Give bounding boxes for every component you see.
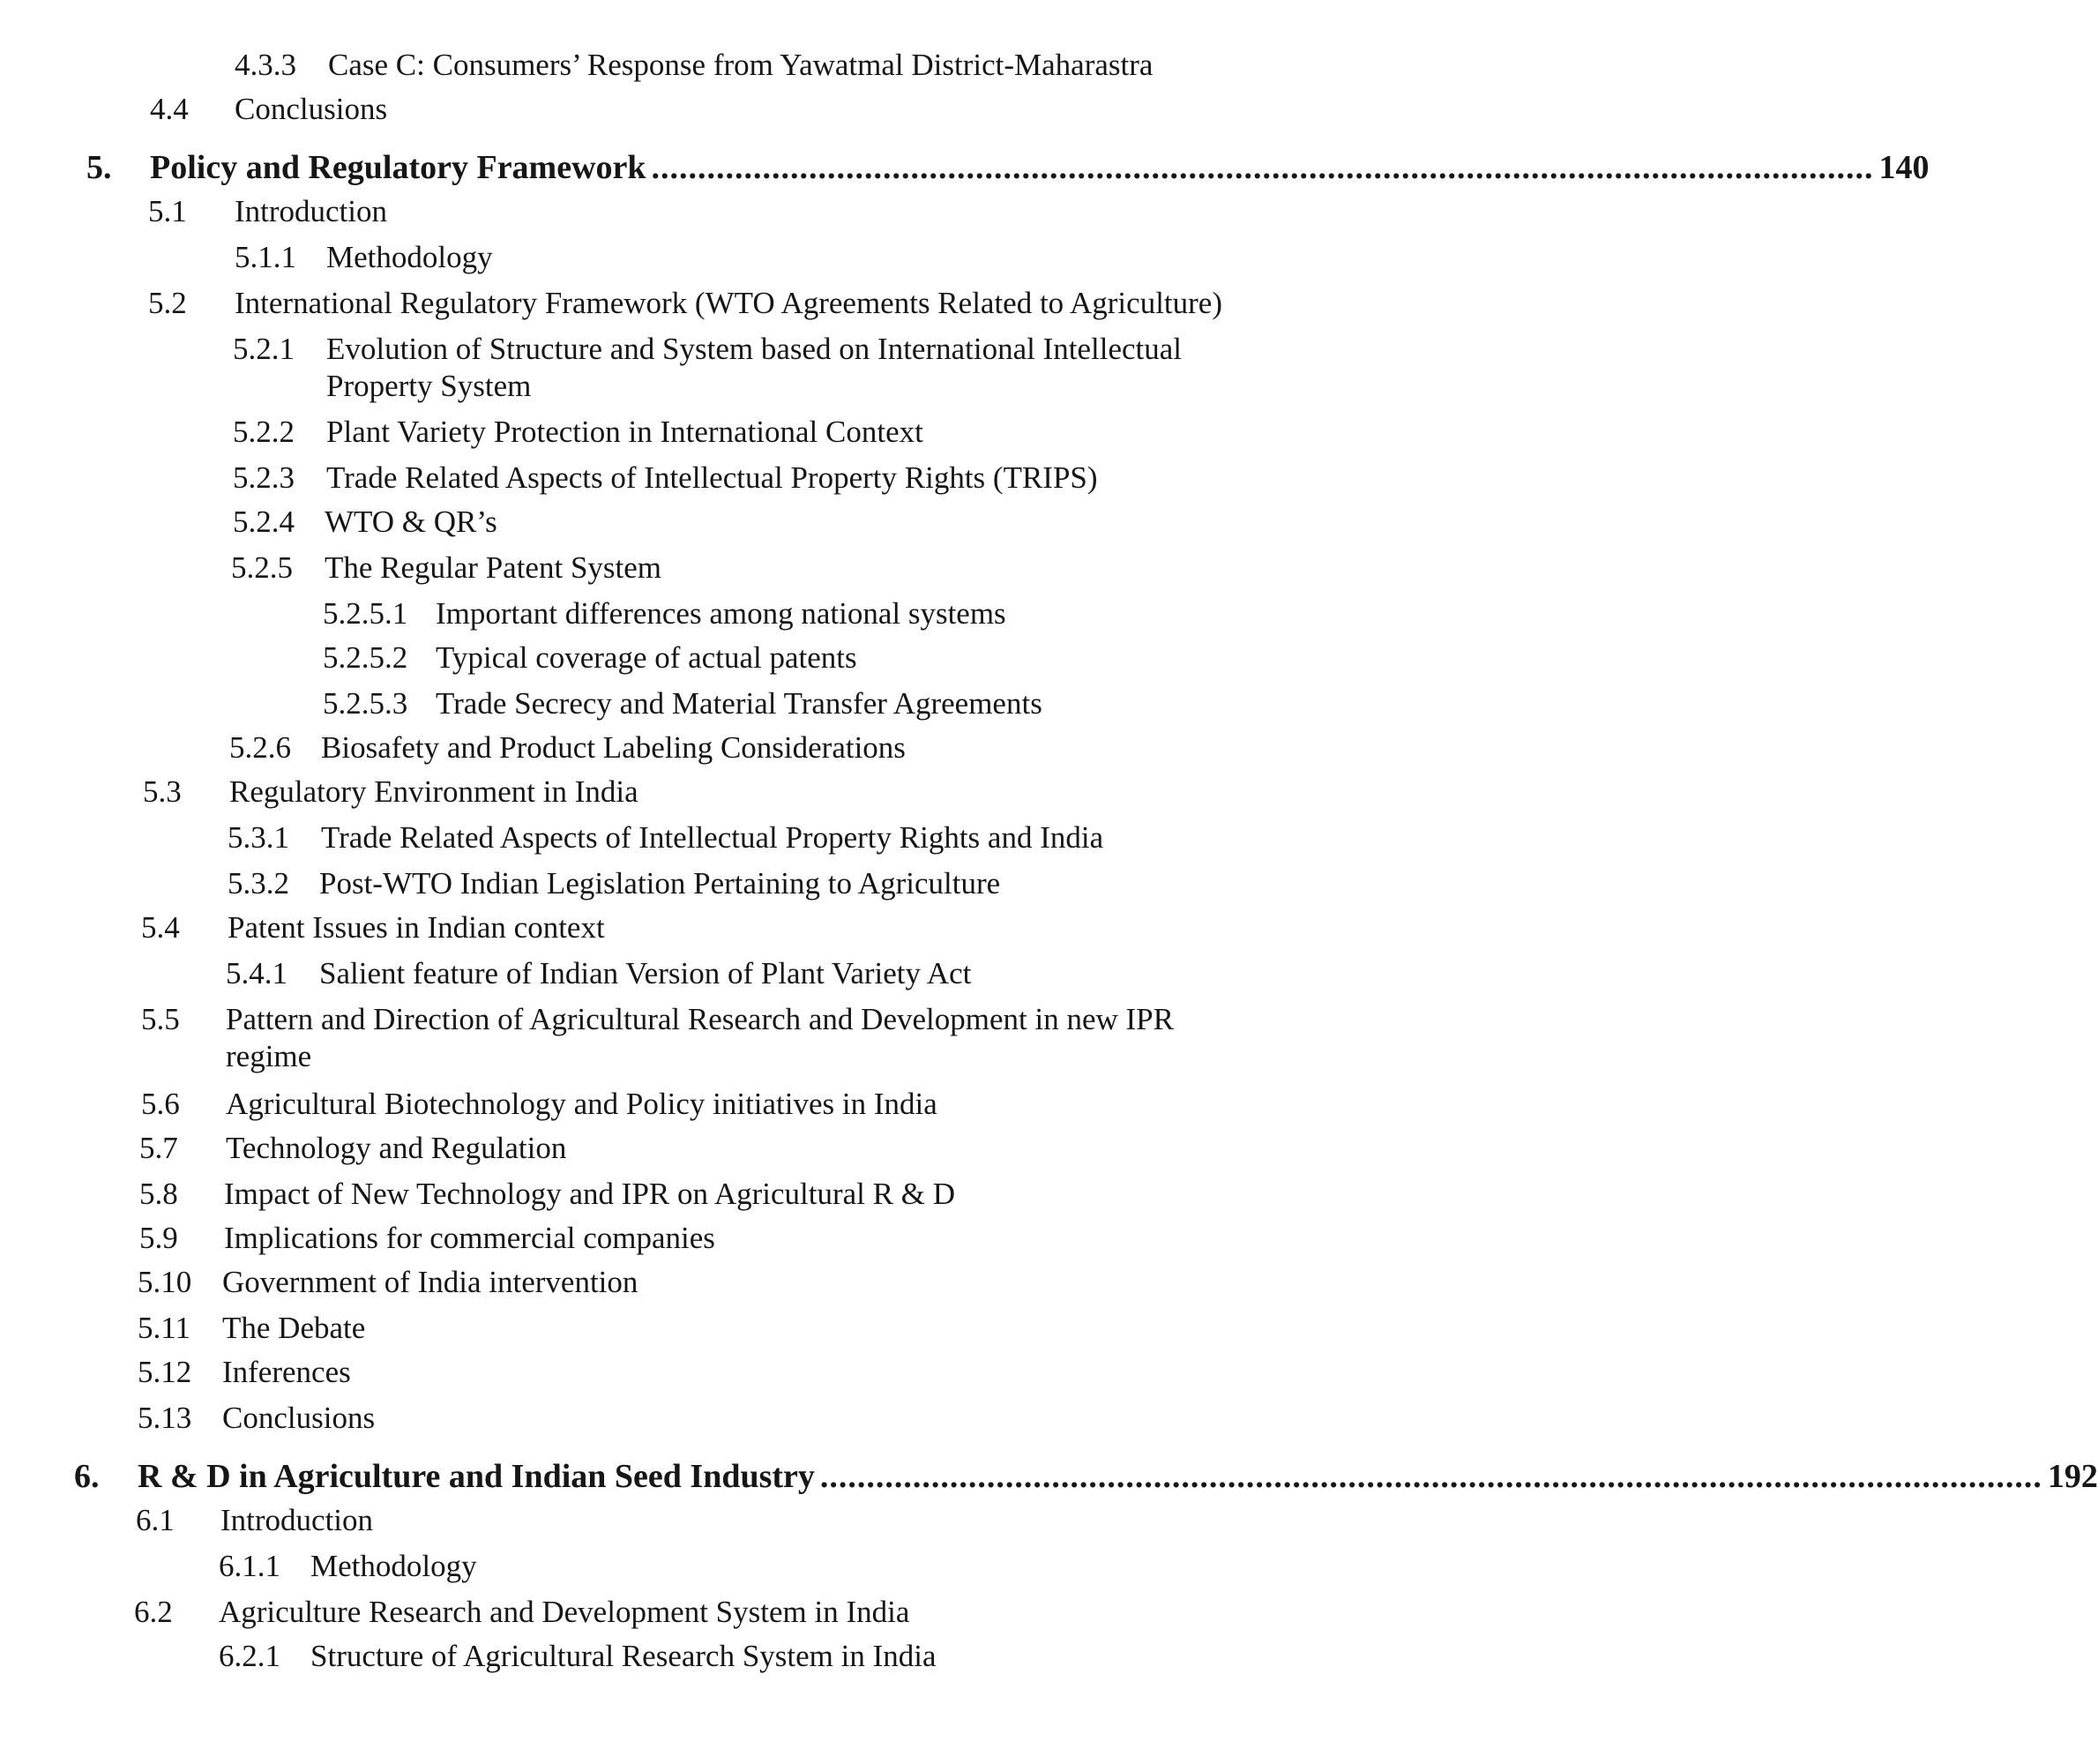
toc-entry-5-5 [0,1000,1323,1078]
toc-entry-6-2-1 [0,1637,1323,1676]
entry-title: WTO & QR’s [325,505,497,539]
entry-title: Introduction [235,194,388,228]
entry-number: 6.1.1 [219,1549,280,1583]
chapter-title-line [150,146,1930,189]
entry-number: 5.1 [148,194,187,228]
entry-title: Pattern and Direction of Agricultural Research and Development in new IPR [226,1002,1174,1036]
entry-title: Implications for commercial companies [224,1221,715,1255]
entry-number: 5.9 [139,1221,178,1255]
entry-title: Regulatory Environment in India [229,774,638,809]
entry-number: 6.2.1 [219,1639,280,1673]
entry-title: International Regulatory Framework (WTO Agreements Related to Agriculture) [235,286,1222,320]
toc-entry-5-3-2 [0,864,1323,903]
dot-leader: .................................................................................................................................... [651,149,1874,186]
toc-entry-5-2-2 [0,413,1323,452]
toc-entry-5-11 [0,1309,1323,1348]
entry-number: 5.11 [138,1311,190,1345]
toc-entry-5-3-1 [0,818,1323,857]
toc-entry-5-2-3 [0,459,1323,497]
entry-number: 5.6 [141,1087,180,1121]
dot-leader: .................................................................................................................................... [819,1458,2042,1495]
entry-title: Patent Issues in Indian context [228,910,605,945]
toc-entry-5-2-5 [0,549,1323,587]
toc-entry-5-10 [0,1263,1323,1302]
toc-entry-5-2-1 [0,330,1323,407]
entry-title: Important differences among national systems [436,596,1006,631]
entry-title: Methodology [310,1549,477,1583]
entry-number: 5.2 [148,286,187,320]
toc-entry-5-9 [0,1219,1323,1258]
toc-entry-5-8 [0,1175,1323,1214]
toc-entry-5-13 [0,1399,1323,1438]
toc-entry-5-7 [0,1129,1323,1168]
entry-number: 5.4.1 [226,956,287,990]
chapter-page-number: 140 [1878,149,1930,186]
entry-title: Introduction [220,1503,374,1537]
entry-title: Trade Secrecy and Material Transfer Agreements [436,686,1042,721]
toc-entry-5-1 [0,192,1323,231]
chapter-5-heading [0,146,1930,189]
entry-title: Trade Related Aspects of Intellectual Property Rights and India [321,820,1104,855]
toc-entry-5-2-5-2 [0,639,1323,677]
toc-entry-4-3-3 [0,46,1323,85]
entry-number: 5.3.1 [228,820,289,855]
entry-number: 6.2 [134,1595,173,1629]
entry-title: Methodology [326,240,493,274]
entry-number: 5.3.2 [228,866,289,901]
entry-number: 5.2.1 [233,332,295,366]
entry-number: 5.3 [143,774,182,809]
entry-title: Conclusions [235,92,388,126]
entry-title: Evolution of Structure and System based on International Intellectual [326,332,1183,366]
entry-number: 5.2.3 [233,460,295,495]
entry-number: 5.1.1 [235,240,296,274]
toc-entry-5-4-1 [0,954,1323,993]
entry-title: Biosafety and Product Labeling Considerations [321,730,906,765]
toc-entry-5-2-6 [0,729,1323,767]
toc-entry-5-1-1 [0,238,1323,277]
entry-number: 5.2.6 [229,730,291,765]
toc-entry-5-3 [0,773,1323,811]
entry-title: Agricultural Biotechnology and Policy initiatives in India [226,1087,937,1121]
entry-title-continued: regime [226,1039,312,1073]
chapter-number: 6. [74,1458,100,1495]
entry-number: 5.2.5.2 [323,640,408,675]
entry-number: 5.8 [139,1177,178,1211]
entry-number: 5.4 [141,910,180,945]
entry-title: Government of India intervention [222,1265,638,1299]
toc-entry-5-2-5-3 [0,684,1323,723]
chapter-page-number: 192 [2047,1458,2098,1495]
entry-number: 6.1 [136,1503,175,1537]
chapter-number: 5. [86,149,112,186]
entry-title: Impact of New Technology and IPR on Agricultural R & D [224,1177,955,1211]
toc-entry-5-2-4 [0,503,1323,542]
entry-title: The Regular Patent System [325,550,662,585]
entry-number: 5.2.5.1 [323,596,408,631]
entry-number: 5.2.5.3 [323,686,408,721]
entry-number: 4.3.3 [235,48,296,82]
entry-number: 5.7 [139,1131,178,1165]
toc-entry-4-4 [0,90,1323,129]
entry-number: 5.2.5 [231,550,293,585]
toc-entry-5-4 [0,908,1323,947]
toc-entry-5-12 [0,1353,1323,1392]
entry-number: 5.2.2 [233,415,295,449]
entry-title-continued: Property System [326,369,532,403]
chapter-title: Policy and Regulatory Framework [150,149,646,186]
entry-title: Trade Related Aspects of Intellectual Property Rights (TRIPS) [326,460,1098,495]
chapter-title-line [138,1455,2098,1498]
entry-title: Inferences [222,1355,351,1389]
toc-entry-6-1-1 [0,1547,1323,1586]
entry-number: 5.13 [138,1401,192,1435]
toc-entry-5-2-5-1 [0,594,1323,633]
entry-number: 5.10 [138,1265,192,1299]
toc-entry-6-2 [0,1593,1323,1632]
entry-number: 5.12 [138,1355,192,1389]
entry-title: The Debate [222,1311,366,1345]
entry-title: Post-WTO Indian Legislation Pertaining to Agriculture [319,866,1001,901]
toc-entry-5-6 [0,1085,1323,1124]
entry-title: Typical coverage of actual patents [436,640,857,675]
entry-title: Technology and Regulation [226,1131,567,1165]
entry-title: Conclusions [222,1401,376,1435]
chapter-title: R & D in Agriculture and Indian Seed Industry [138,1458,815,1495]
toc-entry-6-1 [0,1501,1323,1540]
entry-title: Structure of Agricultural Research System in India [310,1639,937,1673]
entry-number: 5.2.4 [233,505,295,539]
entry-title: Plant Variety Protection in International Context [326,415,923,449]
entry-title: Agriculture Research and Development System in India [219,1595,910,1629]
chapter-6-heading [0,1455,2098,1498]
entry-title: Salient feature of Indian Version of Plant Variety Act [319,956,972,990]
entry-number: 4.4 [150,92,189,126]
entry-title: Case C: Consumers’ Response from Yawatmal District-Maharastra [328,48,1154,82]
entry-number: 5.5 [141,1002,180,1036]
toc-entry-5-2 [0,284,1323,323]
